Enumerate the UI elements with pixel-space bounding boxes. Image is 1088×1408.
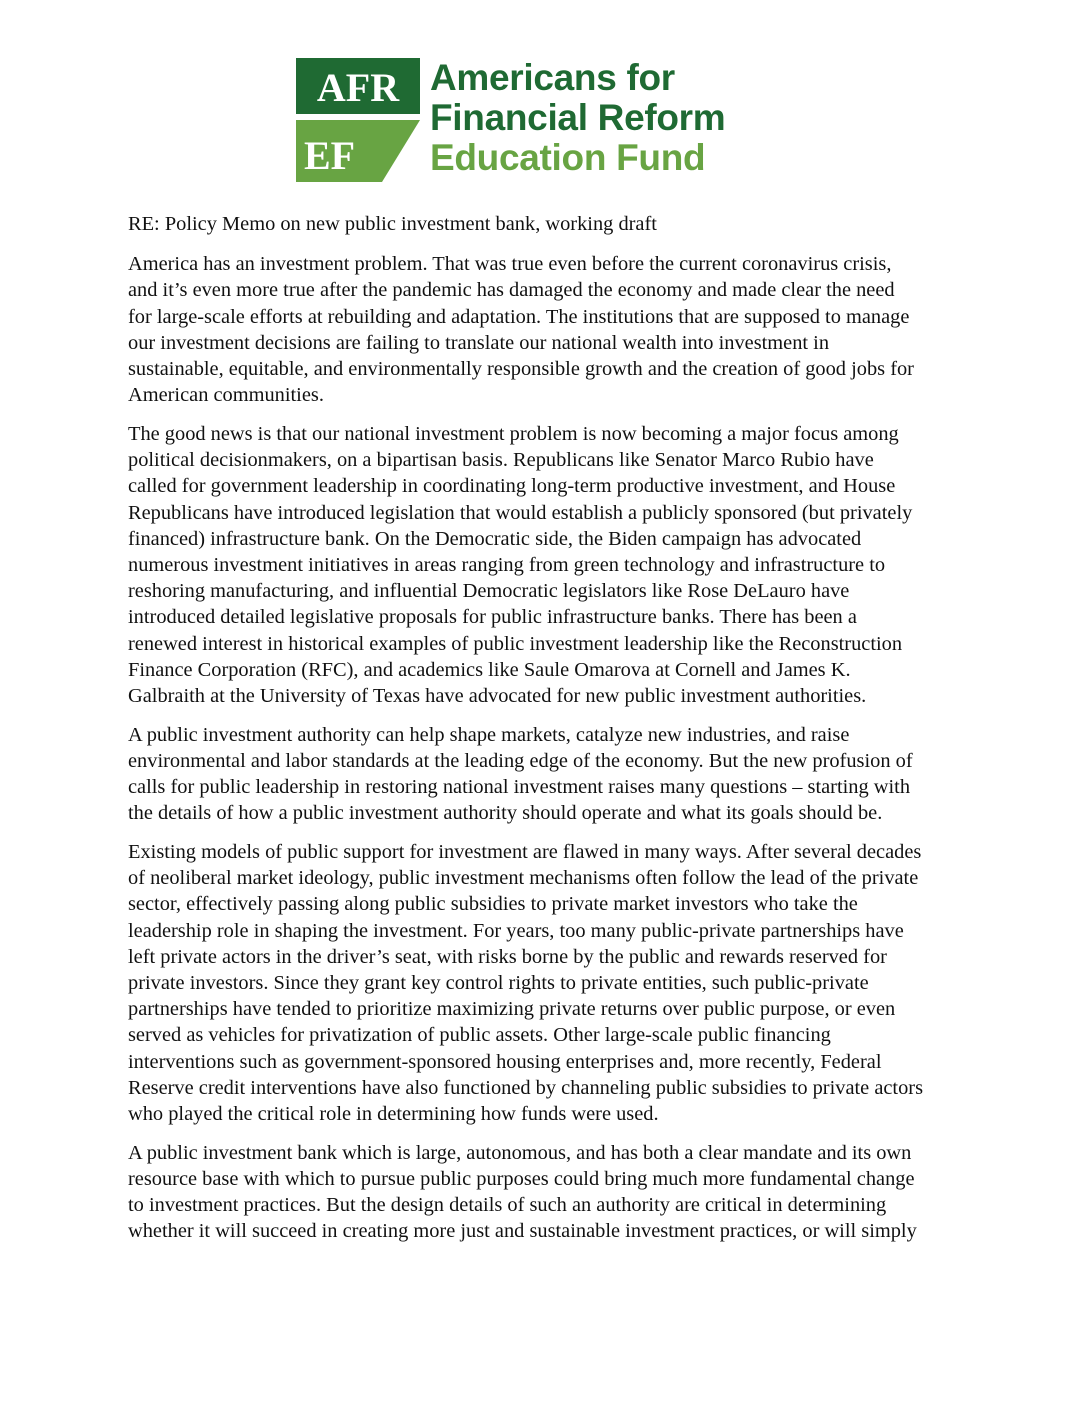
paragraph-line: America has an investment problem. That was true even before the current coronavirus crisis, xyxy=(128,253,892,276)
paragraph-line: The good news is that our national investment problem is now becoming a major focus among xyxy=(128,422,899,445)
paragraph-line: of neoliberal market ideology, public investment mechanisms often follow the lead of the private xyxy=(128,867,919,890)
paragraph-line: Finance Corporation (RFC), and academics like Saule Omarova at Cornell and James K. xyxy=(128,658,851,681)
paragraph-line: Reserve credit interventions have also functioned by channeling public subsidies to private actors xyxy=(128,1076,924,1099)
memo-paragraph xyxy=(128,1140,964,1245)
paragraph-line: A public investment authority can help shape markets, catalyze new industries, and raise xyxy=(128,723,850,746)
memo-paragraph xyxy=(128,722,964,827)
logo-line-3: Education Fund xyxy=(430,137,706,178)
paragraph-line: introduced detailed legislative proposals for public infrastructure banks. There has been a xyxy=(128,606,857,629)
paragraph-line: for large-scale efforts at rebuilding and adaptation. The institutions that are supposed to manage xyxy=(128,305,910,328)
paragraph-line: Galbraith at the University of Texas have advocated for new public investment authorities. xyxy=(128,684,867,707)
paragraph-line: our investment decisions are failing to translate our national wealth into investment in xyxy=(128,331,830,354)
logo-mark-bottom-text: EF xyxy=(304,133,356,178)
paragraph-line: political decisionmakers, on a bipartisan basis. Republicans like Senator Marco Rubio have xyxy=(128,449,874,472)
paragraph-line: renewed interest in historical examples of public investment leadership like the Reconstruction xyxy=(128,632,903,655)
paragraph-line: to investment practices. But the design details of such an authority are critical in determining xyxy=(128,1194,887,1217)
paragraph-line: left private actors in the driver’s seat, with risks borne by the public and rewards reserved for xyxy=(128,945,887,968)
memo-paragraphs xyxy=(128,251,964,1244)
logo-line-1: Americans for xyxy=(430,57,675,98)
paragraph-line: sector, effectively passing along public subsidies to private market investors who take the xyxy=(128,893,858,916)
paragraph-line: the details of how a public investment authority should operate and what its goals should be. xyxy=(128,802,883,825)
paragraph-line: who played the critical role in determining how funds were used. xyxy=(128,1103,659,1125)
afr-ef-logo xyxy=(296,58,786,182)
memo-paragraph xyxy=(128,251,964,408)
paragraph-line: Republicans have introduced legislation that would establish a publicly sponsored (but privately xyxy=(128,501,913,524)
paragraph-line: served as vehicles for privatization of public assets. Other large-scale public financing xyxy=(128,1024,831,1047)
paragraph-line: private investors. Since they grant key control rights to private entities, such public-private xyxy=(128,971,869,994)
paragraph-line: Existing models of public support for investment are flawed in many ways. After several decades xyxy=(128,840,922,863)
paragraph-line: sustainable, equitable, and environmentally responsible growth and the creation of good jobs for xyxy=(128,358,914,381)
logo-mark xyxy=(296,58,420,182)
logo-wordmark xyxy=(430,58,790,178)
paragraph-line: A public investment bank which is large, autonomous, and has both a clear mandate and its own xyxy=(128,1141,912,1164)
paragraph-line: and it’s even more true after the pandemic has damaged the economy and made clear the need xyxy=(128,279,895,302)
memo-paragraph xyxy=(128,839,964,1127)
paragraph-line: financed) infrastructure bank. On the Democratic side, the Biden campaign has advocated xyxy=(128,527,862,550)
paragraph-line: calls for public leadership in restoring national investment raises many questions – starting with xyxy=(128,776,911,799)
memo-paragraph xyxy=(128,421,964,709)
paragraph-line: resource base with which to pursue public purposes could bring much more fundamental change xyxy=(128,1167,915,1190)
paragraph-line: leadership role in shaping the investment. For years, too many public-private partnerships have xyxy=(128,919,904,942)
paragraph-line: whether it will succeed in creating more just and sustainable investment practices, or will simply xyxy=(128,1220,917,1243)
memo-body xyxy=(128,211,964,1257)
paragraph-line: numerous investment initiatives in areas ranging from green technology and infrastructure to xyxy=(128,553,886,576)
memo-subject-line: RE: Policy Memo on new public investment bank, working draft xyxy=(128,213,657,235)
paragraph-line: environmental and labor standards at the leading edge of the economy. But the new profusion of xyxy=(128,749,913,772)
paragraph-line: called for government leadership in coordinating long-term productive investment, and House xyxy=(128,475,896,498)
logo-mark-graphic xyxy=(296,58,420,182)
logo-line-2: Financial Reform xyxy=(430,97,726,138)
paragraph-line: American communities. xyxy=(128,384,324,407)
paragraph-line: interventions such as government-sponsored housing enterprises and, more recently, Federal xyxy=(128,1050,882,1073)
logo-mark-top-text: AFR xyxy=(316,65,400,110)
paragraph-line: reshoring manufacturing, and influential Democratic legislators like Rose DeLauro have xyxy=(128,580,850,603)
paragraph-line: partnerships have tended to prioritize maximizing private returns over public purpose, or even xyxy=(128,998,896,1021)
